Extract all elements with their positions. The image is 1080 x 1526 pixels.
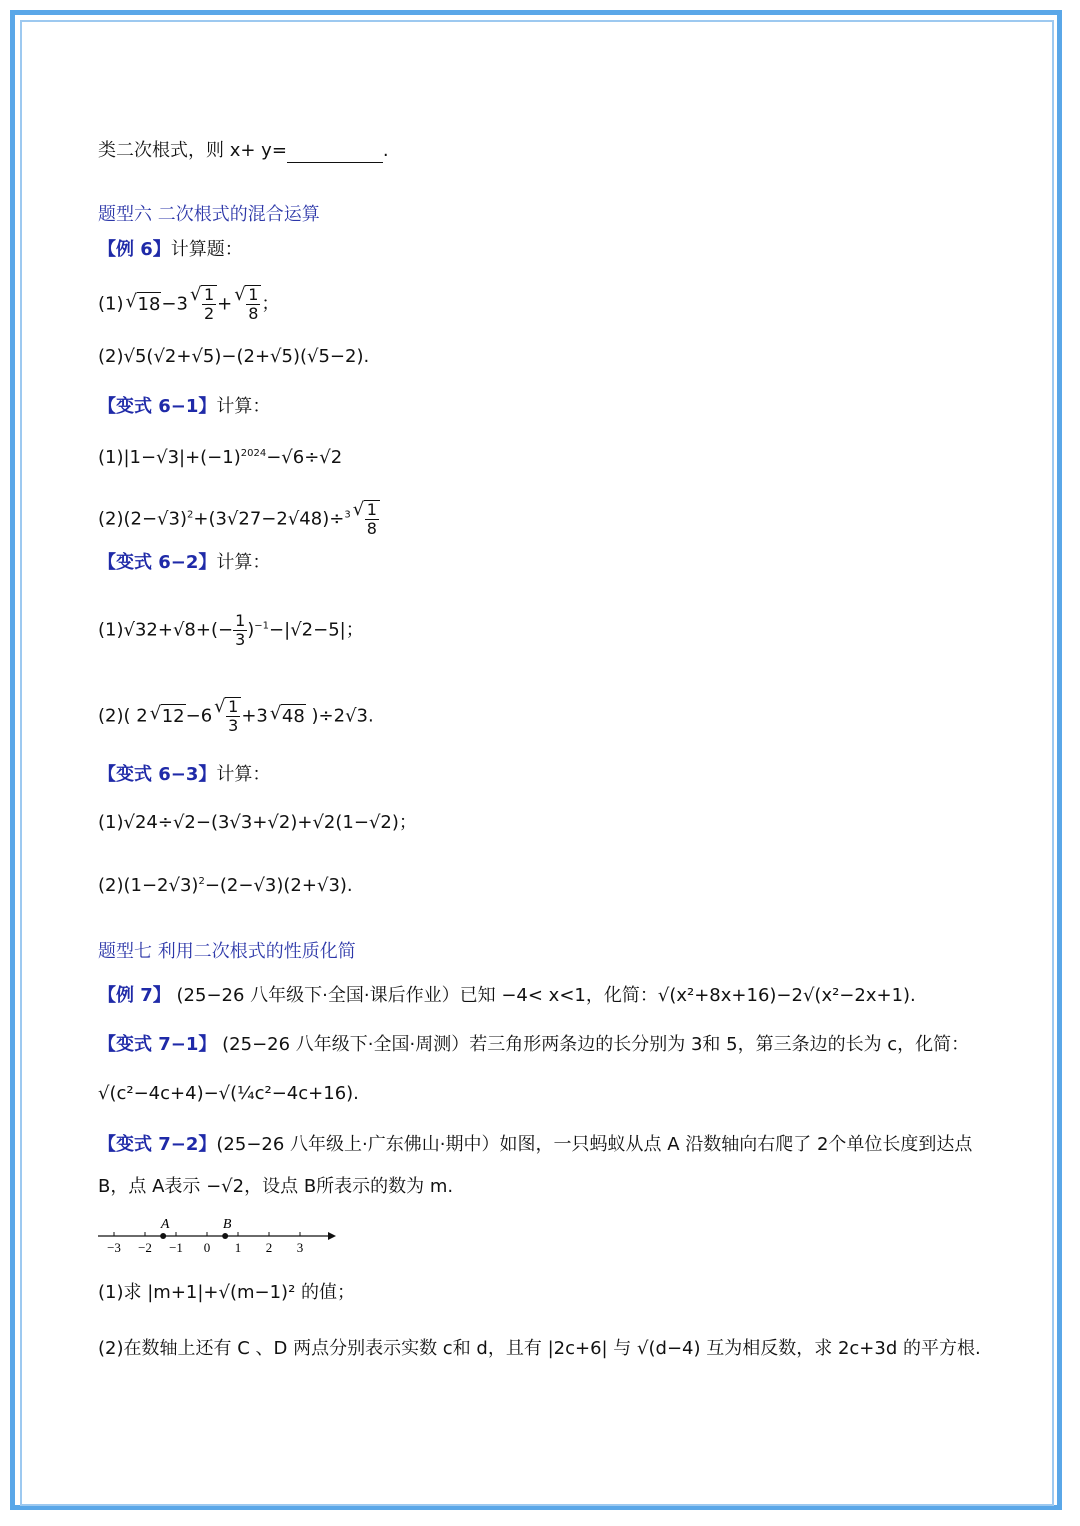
v71-expr: √(c²−4c+4)−√(¼c²−4c+16). [98,1083,359,1104]
top-line-end: . [382,140,389,161]
v61-p2-exp: 2 [187,509,194,521]
v72-q2: (2)在数轴上还有 C 、D 两点分别表示实数 c和 d，且有 |2c+6| 与 √(d−4) 互为相反数，求 2c+3d 的平方根. [98,1338,981,1359]
v62-intro: 计算： [216,552,271,573]
v61-p1 [98,442,342,470]
top-line-text: 类二次根式，则 x+ y= [98,140,287,161]
v72-tag: 【变式 7−2】 [98,1134,217,1155]
v71-text: (25−26 八年级下·全国·周测）若三角形两条边的长分别为 3和 5，第三条边的长为 c，化简： [222,1034,970,1055]
v63-p2-text: (2)(1−2√3) [98,875,199,896]
v63-p2-tail: −(2−√3)(2+√3). [204,875,353,896]
v61-p2-root-index: 3 [344,509,351,521]
number-line-point [222,1233,228,1239]
tick-label: 1 [234,1240,242,1255]
ex6-header [98,238,243,262]
v62-header [98,551,270,575]
number-line-point [160,1233,166,1239]
v62-p1-text: (1)√32+√8+ [98,619,211,641]
v61-p1-exp: 2024 [240,448,267,459]
ex7-expr: √(x²+8x+16)−2√(x²−2x+1). [657,985,916,1006]
tick-label: −2 [138,1240,152,1255]
tick-label: 3 [296,1240,304,1255]
tick-label: −1 [169,1240,183,1255]
tick-label: −3 [107,1240,121,1255]
v71-tag: 【变式 7−1】 [98,1034,217,1055]
v61-header [98,395,270,419]
point-label: B [222,1217,232,1232]
v63-p2 [98,870,353,898]
v63-intro: 计算： [216,764,271,785]
v72 [98,1133,972,1157]
number-line [98,1212,338,1260]
tick-label: 2 [265,1240,273,1255]
v63-tag: 【变式 6−3】 [98,764,217,785]
v72-text: (25−26 八年级上·广东佛山·期中）如图，一只蚂蚁从点 A 沿数轴向右爬了 2个单位长度到达点 [216,1134,973,1155]
v61-p2-text: (2)(2−√3) [98,508,187,530]
v62-p2-label: (2) [98,705,124,727]
section6-title: 题型六 二次根式的混合运算 [98,204,320,225]
section7-title: 题型七 利用二次根式的性质化简 [98,941,356,962]
ex6-tag: 【例 6】 [98,239,171,260]
v62-p1: (1)√32+√8+(− $\frac{1}{3}$ )$^{-1}$−|√2−5|； [98,611,364,649]
v62-p1-exp: −1 [254,620,270,632]
tick-label: 0 [203,1240,211,1255]
ex6-p2: (2)√5(√2+√5)−(2+√5)(√5−2). [98,346,370,367]
v62-tag: 【变式 6−2】 [98,552,217,573]
v62-p2: (2)( 2√ 12−6 √ $\frac{1}{3}$ +3√ 48 )÷2√3. [98,697,374,735]
v61-p2: $(2)(2-√3)^2+(3√27-2√48)\div^3$ √ $\frac{1}{8}$ [98,500,380,538]
answer-blank [287,144,383,163]
v72-text2: B，点 A表示 −√2，设点 B所表示的数为 m. [98,1176,454,1197]
v61-p2-mid: +(3√27−2√48)÷ [193,508,345,530]
ex7 [98,984,916,1008]
v62-p1-tail: −|√2−5|； [269,619,364,641]
point-label: A [160,1217,170,1232]
v63-header [98,763,270,787]
ex6-intro: 计算题： [170,239,243,260]
v62-p2-tail: ÷2√3. [318,705,374,727]
v61-p1-text: (1)|1−√3|+(−1) [98,447,241,468]
v71 [98,1033,969,1057]
v63-p1: (1)√24÷√2−(3√3+√2)+√2(1−√2)； [98,812,417,833]
ex6-p1-tail: ； [261,293,280,315]
ex7-text: (25−26 八年级下·全国·课后作业）已知 −4< x<1，化简： [176,985,658,1006]
ex7-tag: 【例 7】 [98,985,171,1006]
v63-p2-exp: 2 [198,876,205,887]
top-line [98,139,389,163]
v61-tag: 【变式 6−1】 [98,396,217,417]
ex6-p1: (1)√ 18−3 √ $\frac{1}{2}$ + √ $\frac{1}{8}$ ； [98,285,279,323]
v72-q1: (1)求 |m+1|+√(m−1)² 的值； [98,1282,356,1303]
ex6-p1-label: (1) [98,293,124,315]
v61-intro: 计算： [216,396,271,417]
v61-p1-tail: −√6÷√2 [266,447,343,468]
